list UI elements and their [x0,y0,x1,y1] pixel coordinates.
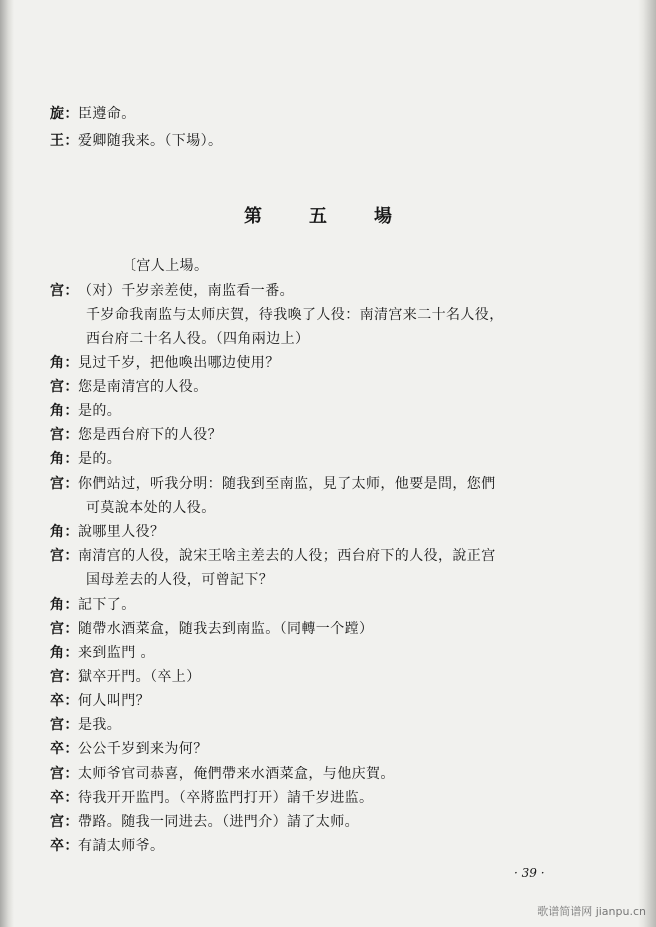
line-text: 公公千岁到来为何？ [78,741,208,757]
speaker: 卒： [50,693,79,709]
line-text: 何人叫門？ [78,693,150,709]
speaker: 宫： [50,379,79,395]
speaker: 卒： [50,741,79,757]
line-text: 臣遵命。 [78,106,136,122]
line-text: 西台府二十名人役。（四角兩边上） [86,331,310,347]
line-text: 是的。 [78,403,122,419]
speaker: 角： [50,645,79,661]
dialogue-line [50,403,121,419]
line-text: 您是西台府下的人役？ [78,427,222,443]
line-text: （对）千岁亲差使，南监看一番。 [78,283,294,299]
dialogue-line [50,355,280,371]
scene-title-char: 第 [244,206,262,227]
line-text: 爱卿随我来。（下場）。 [78,133,223,149]
dialogue-line [86,500,216,516]
scene-title-char: 場 [374,206,392,227]
speaker: 宫： [50,283,79,299]
speaker: 宫： [50,476,79,492]
page-number: · 39 · [514,866,545,880]
dialogue-line [50,379,208,395]
dialogue-line [86,572,273,588]
dialogue-line [50,524,164,540]
line-text: 你們站过，听我分明：随我到至南监，見了太师，他要是問，您們 [78,476,496,492]
dialogue-line [50,814,359,830]
line-text: 獄卒开門。（卒上） [78,669,201,685]
dialogue-line [50,790,373,806]
dialogue-line [50,451,121,467]
stage-direction: 〔宫人上場。 [122,258,209,274]
dialogue-line [50,427,222,443]
speaker: 角： [50,355,79,371]
watermark-text: 歌谱简谱网 jianpu.cn [537,905,646,918]
line-text: 来到监門 。 [78,645,155,661]
speaker: 卒： [50,790,79,806]
dialogue-line [50,766,395,782]
speaker: 王： [50,133,79,149]
dialogue-line [50,669,201,685]
prev-line-2 [50,133,222,149]
dialogue-line [50,717,121,733]
speaker: 角： [50,524,79,540]
speaker: 宫： [50,621,79,637]
dialogue-line [50,621,373,637]
dialogue-line [50,548,496,564]
line-text: 是的。 [78,451,122,467]
dialogue-line [50,838,164,854]
speaker: 卒： [50,838,79,854]
speaker: 宫： [50,814,79,830]
line-text: 見过千岁，把他喚出哪边使用？ [78,355,280,371]
speaker: 宫： [50,548,79,564]
line-text: 帶路。随我一同进去。（进門介）請了太师。 [78,814,359,830]
dialogue-line [50,597,136,613]
line-text: 您是南清宫的人役。 [78,379,208,395]
dialogue-line [86,307,504,323]
prev-line-1 [50,106,136,122]
line-text: 国母差去的人役，可曾記下？ [86,572,274,588]
speaker: 宫： [50,427,79,443]
dialogue-line [86,331,309,347]
speaker: 角： [50,403,79,419]
line-text: 千岁命我南监与太师庆賀，待我喚了人役：南清宫来二十名人役， [86,307,504,323]
dialogue-line [50,476,496,492]
speaker: 宫： [50,669,79,685]
scene-title [244,202,392,228]
speaker: 角： [50,597,79,613]
line-text: 是我。 [78,717,122,733]
speaker: 宫： [50,766,79,782]
line-text: 太师爷官司恭喜，俺們帶来水酒菜盒，与他庆賀。 [78,766,395,782]
line-text: 記下了。 [78,597,136,613]
line-text: 可莫說本处的人役。 [86,500,216,516]
dialogue-line [50,741,208,757]
speaker: 宫： [50,717,79,733]
line-text: 待我开开监門。（卒將监門打开）請千岁进监。 [78,790,374,806]
speaker: 旋： [50,106,79,122]
line-text: 說哪里人役？ [78,524,165,540]
speaker: 角： [50,451,79,467]
dialogue-line [50,283,294,299]
dialogue-line [50,645,155,661]
line-text: 有請太师爷。 [78,838,165,854]
line-text: 随帶水酒菜盒，随我去到南监。（同轉一个蹚） [78,621,374,637]
scan-shadow-right [638,0,656,927]
scan-shadow-left [0,0,14,927]
line-text: 南清宫的人役，說宋王啥主差去的人役；西台府下的人役，說正宫 [78,548,496,564]
scene-title-char: 五 [309,206,327,227]
dialogue-line [50,693,150,709]
